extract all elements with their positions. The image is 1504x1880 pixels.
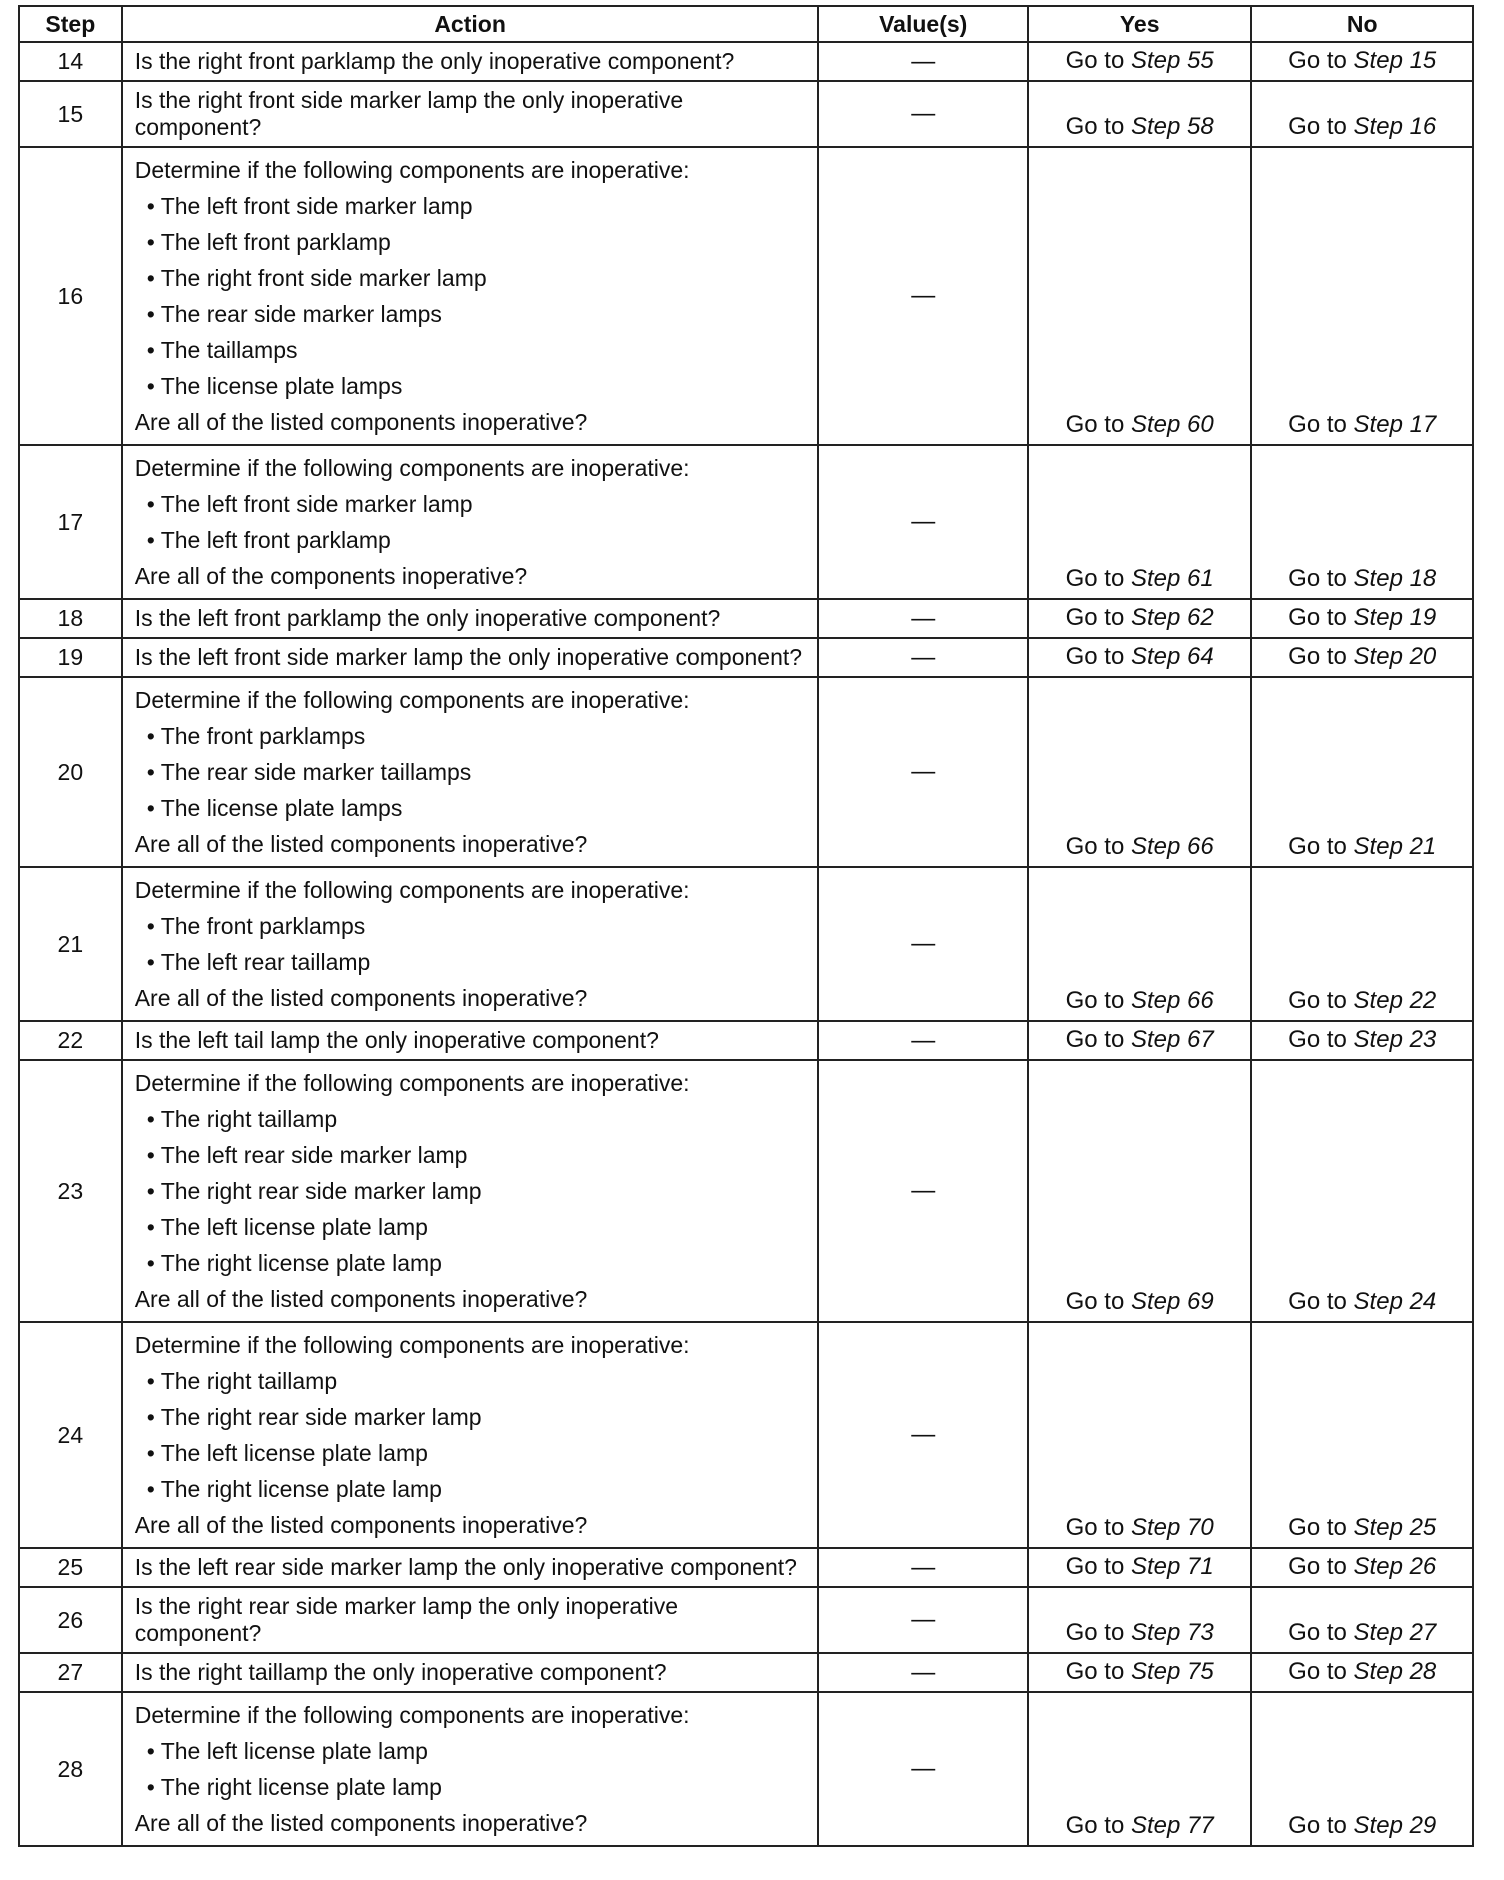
yes-cell (1028, 1060, 1252, 1322)
no-step-ref: Step 20 (1353, 643, 1437, 670)
action-question: Are all of the listed components inoperative? (134, 985, 588, 1011)
no-go-prefix: Go to (1288, 1288, 1347, 1315)
action-cell (122, 1060, 819, 1322)
yes-cell (1028, 147, 1252, 445)
step-number: 24 (19, 1322, 122, 1548)
action-cell (122, 1021, 819, 1060)
header-row (19, 6, 1473, 42)
yes-go-prefix: Go to (1065, 1026, 1125, 1053)
no-go-prefix: Go to (1288, 47, 1347, 74)
yes-step-ref: Step 55 (1131, 47, 1214, 74)
yes-cell (1028, 1692, 1252, 1846)
no-step-ref: Step 16 (1353, 113, 1437, 140)
yes-cell (1028, 1021, 1252, 1060)
action-question: Are all of the listed components inoperative? (134, 1810, 588, 1836)
yes-go-prefix: Go to (1065, 1812, 1125, 1839)
no-step-ref: Step 22 (1353, 987, 1437, 1014)
action-cell (122, 867, 819, 1021)
yes-go-prefix: Go to (1065, 1514, 1125, 1541)
table-row (19, 81, 1473, 147)
value-cell: — (818, 677, 1027, 867)
yes-go-prefix: Go to (1065, 833, 1125, 860)
yes-cell (1028, 1587, 1252, 1653)
action-intro: Determine if the following components are inoperative: (134, 877, 690, 903)
yes-cell (1028, 81, 1252, 147)
no-step-ref: Step 24 (1353, 1288, 1437, 1315)
action-cell (122, 42, 819, 81)
yes-go-prefix: Go to (1065, 113, 1125, 140)
table-row (19, 1060, 1473, 1322)
header-no: No (1251, 6, 1473, 42)
action-cell (122, 1322, 819, 1548)
header-yes: Yes (1028, 6, 1252, 42)
yes-step-ref: Step 61 (1131, 565, 1214, 592)
yes-cell (1028, 599, 1252, 638)
step-number: 27 (19, 1653, 122, 1692)
table-row (19, 42, 1473, 81)
step-number: 23 (19, 1060, 122, 1322)
yes-cell (1028, 1548, 1252, 1587)
yes-cell (1028, 1653, 1252, 1692)
yes-go-prefix: Go to (1065, 1619, 1125, 1646)
action-intro: Determine if the following components are inoperative: (134, 157, 690, 183)
yes-step-ref: Step 77 (1131, 1812, 1214, 1839)
action-question: Is the left front parklamp the only inoperative component? (134, 605, 721, 631)
action-question: Are all of the listed components inoperative? (134, 1512, 588, 1538)
action-intro: Determine if the following components are inoperative: (134, 1332, 690, 1358)
no-step-ref: Step 29 (1353, 1812, 1437, 1839)
table-row (19, 1653, 1473, 1692)
step-number: 22 (19, 1021, 122, 1060)
yes-go-prefix: Go to (1065, 411, 1125, 438)
no-cell (1251, 599, 1473, 638)
table-row (19, 599, 1473, 638)
no-step-ref: Step 28 (1353, 1658, 1437, 1685)
value-cell: — (818, 1692, 1027, 1846)
action-cell (122, 638, 819, 677)
yes-step-ref: Step 62 (1131, 604, 1214, 631)
bullet-item: • The right taillamp (135, 1101, 810, 1137)
action-question: Is the right front parklamp the only inoperative component? (134, 48, 735, 74)
bullet-item: • The left license plate lamp (135, 1209, 810, 1245)
table-row (19, 1587, 1473, 1653)
no-cell (1251, 1587, 1473, 1653)
bullet-item: • The rear side marker taillamps (135, 754, 810, 790)
value-cell: — (818, 147, 1027, 445)
action-cell (122, 677, 819, 867)
bullet-item: • The left front parklamp (135, 522, 810, 558)
bullet-item: • The right rear side marker lamp (135, 1399, 810, 1435)
no-step-ref: Step 27 (1353, 1619, 1437, 1646)
action-question: Are all of the listed components inoperative? (134, 831, 588, 857)
yes-go-prefix: Go to (1065, 1288, 1125, 1315)
table-row (19, 638, 1473, 677)
action-question: Is the left tail lamp the only inoperative component? (134, 1027, 659, 1053)
no-step-ref: Step 25 (1353, 1514, 1437, 1541)
no-go-prefix: Go to (1288, 604, 1347, 631)
no-go-prefix: Go to (1288, 1619, 1347, 1646)
no-step-ref: Step 23 (1353, 1026, 1437, 1053)
yes-step-ref: Step 75 (1131, 1658, 1214, 1685)
bullet-item: • The left license plate lamp (135, 1733, 810, 1769)
no-cell (1251, 147, 1473, 445)
no-cell (1251, 638, 1473, 677)
no-go-prefix: Go to (1288, 833, 1347, 860)
yes-cell (1028, 42, 1252, 81)
table-body (19, 42, 1473, 1846)
yes-go-prefix: Go to (1065, 565, 1125, 592)
table-row (19, 867, 1473, 1021)
yes-cell (1028, 445, 1252, 599)
value-cell: — (818, 1322, 1027, 1548)
step-number: 15 (19, 81, 122, 147)
bullet-item: • The rear side marker lamps (135, 296, 810, 332)
no-go-prefix: Go to (1288, 1658, 1347, 1685)
no-step-ref: Step 19 (1353, 604, 1437, 631)
action-cell (122, 1653, 819, 1692)
no-cell (1251, 1060, 1473, 1322)
no-cell (1251, 1692, 1473, 1846)
bullet-item: • The left front side marker lamp (135, 188, 810, 224)
yes-go-prefix: Go to (1065, 47, 1125, 74)
step-number: 17 (19, 445, 122, 599)
no-go-prefix: Go to (1288, 1553, 1347, 1580)
no-cell (1251, 445, 1473, 599)
bullet-item: • The right front side marker lamp (135, 260, 810, 296)
bullet-item: • The right license plate lamp (135, 1471, 810, 1507)
value-cell: — (818, 42, 1027, 81)
action-cell (122, 1692, 819, 1846)
step-number: 20 (19, 677, 122, 867)
no-step-ref: Step 26 (1353, 1553, 1437, 1580)
yes-go-prefix: Go to (1065, 1658, 1125, 1685)
value-cell: — (818, 445, 1027, 599)
action-question: Is the left front side marker lamp the only inoperative component? (134, 644, 803, 670)
no-cell (1251, 1021, 1473, 1060)
table-row (19, 1021, 1473, 1060)
step-number: 19 (19, 638, 122, 677)
action-question: Is the right front side marker lamp the only inoperative component? (134, 87, 684, 140)
step-number: 14 (19, 42, 122, 81)
action-question: Is the left rear side marker lamp the only inoperative component? (134, 1554, 797, 1580)
no-step-ref: Step 15 (1353, 47, 1437, 74)
no-step-ref: Step 17 (1353, 411, 1437, 438)
step-number: 16 (19, 147, 122, 445)
action-cell (122, 445, 819, 599)
value-cell: — (818, 599, 1027, 638)
step-number: 25 (19, 1548, 122, 1587)
bullet-item: • The license plate lamps (135, 790, 810, 826)
no-go-prefix: Go to (1288, 987, 1347, 1014)
header-step: Step (19, 6, 122, 42)
step-number: 28 (19, 1692, 122, 1846)
no-go-prefix: Go to (1288, 643, 1347, 670)
header-values: Value(s) (818, 6, 1027, 42)
yes-go-prefix: Go to (1065, 643, 1125, 670)
step-number: 18 (19, 599, 122, 638)
no-cell (1251, 867, 1473, 1021)
action-intro: Determine if the following components are inoperative: (134, 687, 690, 713)
action-question: Are all of the listed components inoperative? (134, 409, 588, 435)
action-cell (122, 1548, 819, 1587)
no-go-prefix: Go to (1288, 113, 1347, 140)
diagnostic-table (18, 5, 1474, 1847)
bullet-item: • The left front parklamp (135, 224, 810, 260)
yes-go-prefix: Go to (1065, 1553, 1125, 1580)
yes-step-ref: Step 64 (1131, 643, 1214, 670)
yes-step-ref: Step 73 (1131, 1619, 1214, 1646)
no-cell (1251, 42, 1473, 81)
yes-cell (1028, 867, 1252, 1021)
value-cell: — (818, 1587, 1027, 1653)
value-cell: — (818, 867, 1027, 1021)
bullet-item: • The taillamps (135, 332, 810, 368)
yes-cell (1028, 1322, 1252, 1548)
table-row (19, 1692, 1473, 1846)
action-question: Are all of the listed components inoperative? (134, 1286, 588, 1312)
action-question: Is the right taillamp the only inoperative component? (134, 1659, 667, 1685)
bullet-item: • The left license plate lamp (135, 1435, 810, 1471)
table-row (19, 445, 1473, 599)
value-cell: — (818, 1653, 1027, 1692)
yes-step-ref: Step 58 (1131, 113, 1214, 140)
no-go-prefix: Go to (1288, 565, 1347, 592)
action-question: Is the right rear side marker lamp the only inoperative component? (134, 1593, 679, 1646)
step-number: 26 (19, 1587, 122, 1653)
no-cell (1251, 1653, 1473, 1692)
action-question: Are all of the components inoperative? (134, 563, 528, 589)
step-number: 21 (19, 867, 122, 1021)
yes-cell (1028, 638, 1252, 677)
action-cell (122, 1587, 819, 1653)
no-go-prefix: Go to (1288, 1026, 1347, 1053)
table-row (19, 1548, 1473, 1587)
yes-step-ref: Step 69 (1131, 1288, 1214, 1315)
action-cell (122, 599, 819, 638)
yes-cell (1028, 677, 1252, 867)
yes-step-ref: Step 66 (1131, 833, 1214, 860)
header-action: Action (122, 6, 819, 42)
yes-step-ref: Step 66 (1131, 987, 1214, 1014)
bullet-item: • The left rear taillamp (135, 944, 810, 980)
value-cell: — (818, 1060, 1027, 1322)
yes-step-ref: Step 60 (1131, 411, 1214, 438)
no-cell (1251, 1548, 1473, 1587)
action-intro: Determine if the following components are inoperative: (134, 1070, 690, 1096)
bullet-item: • The front parklamps (135, 718, 810, 754)
bullet-item: • The front parklamps (135, 908, 810, 944)
table-row (19, 677, 1473, 867)
yes-step-ref: Step 67 (1131, 1026, 1214, 1053)
bullet-item: • The right license plate lamp (135, 1769, 810, 1805)
no-cell (1251, 677, 1473, 867)
yes-step-ref: Step 70 (1131, 1514, 1214, 1541)
bullet-item: • The license plate lamps (135, 368, 810, 404)
no-cell (1251, 1322, 1473, 1548)
yes-go-prefix: Go to (1065, 604, 1125, 631)
yes-go-prefix: Go to (1065, 987, 1125, 1014)
bullet-item: • The right license plate lamp (135, 1245, 810, 1281)
value-cell: — (818, 1021, 1027, 1060)
no-step-ref: Step 18 (1353, 565, 1437, 592)
table-row (19, 1322, 1473, 1548)
table-row (19, 147, 1473, 445)
no-go-prefix: Go to (1288, 1514, 1347, 1541)
value-cell: — (818, 81, 1027, 147)
bullet-item: • The left front side marker lamp (135, 486, 810, 522)
no-cell (1251, 81, 1473, 147)
action-cell (122, 147, 819, 445)
value-cell: — (818, 638, 1027, 677)
no-go-prefix: Go to (1288, 411, 1347, 438)
action-intro: Determine if the following components are inoperative: (134, 455, 690, 481)
no-step-ref: Step 21 (1353, 833, 1437, 860)
bullet-item: • The right rear side marker lamp (135, 1173, 810, 1209)
bullet-item: • The right taillamp (135, 1363, 810, 1399)
no-go-prefix: Go to (1288, 1812, 1347, 1839)
action-intro: Determine if the following components are inoperative: (134, 1702, 690, 1728)
value-cell: — (818, 1548, 1027, 1587)
yes-step-ref: Step 71 (1131, 1553, 1214, 1580)
bullet-item: • The left rear side marker lamp (135, 1137, 810, 1173)
action-cell (122, 81, 819, 147)
